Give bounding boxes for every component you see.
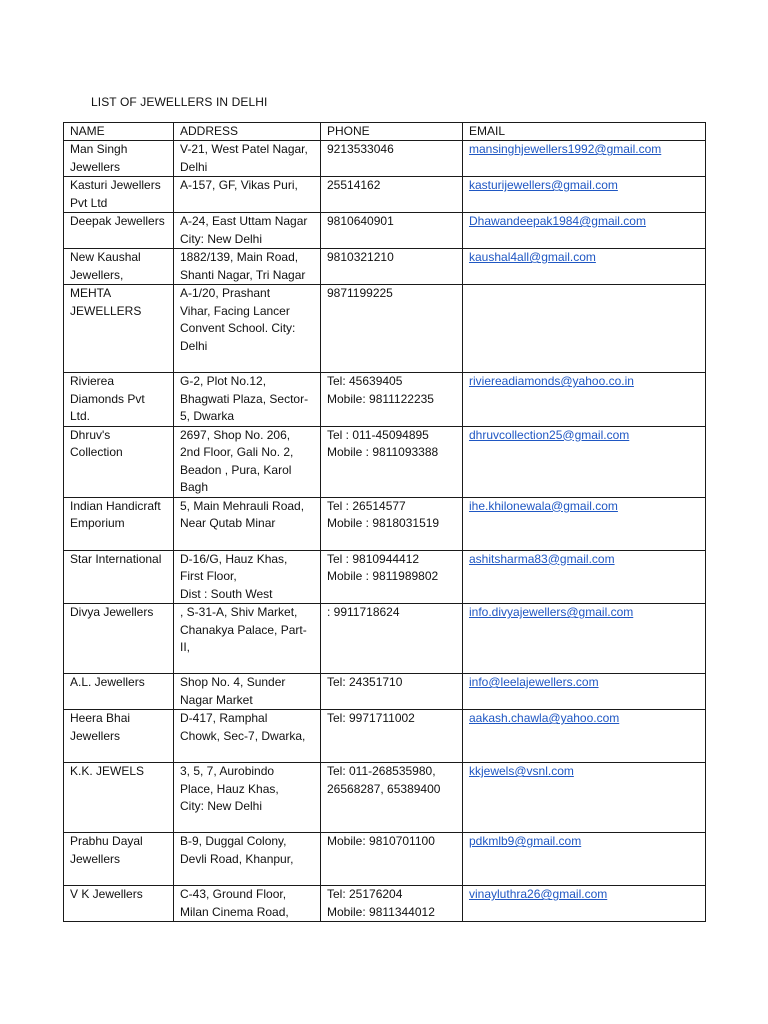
table-row bbox=[64, 833, 706, 886]
cell-name: Kasturi Jewellers Pvt Ltd bbox=[64, 177, 174, 213]
cell-phone: 25514162 bbox=[321, 177, 463, 213]
cell-phone: Tel : 9810944412 Mobile : 9811989802 bbox=[321, 550, 463, 604]
cell-name: V K Jewellers bbox=[64, 886, 174, 922]
table-row bbox=[64, 213, 706, 249]
document-title: LIST OF JEWELLERS IN DELHI bbox=[91, 95, 268, 109]
table-row bbox=[64, 177, 706, 213]
table-row bbox=[64, 141, 706, 177]
cell-name: Dhruv's Collection bbox=[64, 426, 174, 497]
cell-address: D-417, Ramphal Chowk, Sec-7, Dwarka, bbox=[174, 710, 321, 763]
cell-address: A-157, GF, Vikas Puri, bbox=[174, 177, 321, 213]
email-link[interactable]: dhruvcollection25@gmail.com bbox=[469, 427, 630, 442]
table-row bbox=[64, 886, 706, 922]
cell-email bbox=[463, 177, 706, 213]
email-link[interactable]: mansinghjewellers1992@gmail.com bbox=[469, 142, 662, 156]
cell-address: C-43, Ground Floor, Milan Cinema Road, bbox=[174, 886, 321, 922]
cell-email bbox=[463, 426, 706, 497]
cell-phone: Tel: 25176204 Mobile: 9811344012 bbox=[321, 886, 463, 922]
cell-phone: 9213533046 bbox=[321, 141, 463, 177]
cell-name: A.L. Jewellers bbox=[64, 674, 174, 710]
cell-address: D-16/G, Hauz Khas, First Floor, Dist : South West bbox=[174, 550, 321, 604]
email-link[interactable]: riviereadiamonds@yahoo.co.in bbox=[469, 374, 634, 388]
cell-phone: Tel : 011-45094895 Mobile : 9811093388 bbox=[321, 426, 463, 497]
cell-name: K.K. JEWELS bbox=[64, 763, 174, 833]
cell-address: G-2, Plot No.12, Bhagwati Plaza, Sector- 5, Dwarka bbox=[174, 373, 321, 427]
table-row bbox=[64, 604, 706, 674]
cell-address: A-1/20, Prashant Vihar, Facing Lancer Convent School. City: Delhi bbox=[174, 285, 321, 373]
cell-name: Rivierea Diamonds Pvt Ltd. bbox=[64, 373, 174, 427]
cell-address: B-9, Duggal Colony, Devli Road, Khanpur, bbox=[174, 833, 321, 886]
cell-phone: 9810640901 bbox=[321, 213, 463, 249]
jewellers-table bbox=[63, 122, 706, 922]
cell-name: Deepak Jewellers bbox=[64, 213, 174, 249]
cell-email bbox=[463, 285, 706, 373]
cell-name: Prabhu Dayal Jewellers bbox=[64, 833, 174, 886]
cell-name: Indian Handicraft Emporium bbox=[64, 497, 174, 550]
cell-phone: Tel: 011-268535980, 26568287, 65389400 bbox=[321, 763, 463, 833]
email-link[interactable]: aakash.chawla@yahoo.com bbox=[469, 711, 620, 725]
cell-email bbox=[463, 141, 706, 177]
cell-address: 2697, Shop No. 206, 2nd Floor, Gali No. 2, Beadon , Pura, Karol Bagh bbox=[174, 426, 321, 497]
cell-phone: Tel: 9971711002 bbox=[321, 710, 463, 763]
table-header-row bbox=[64, 123, 706, 141]
email-link[interactable]: ihe.khilonewala@gmail.com bbox=[469, 498, 618, 513]
cell-name: MEHTA JEWELLERS bbox=[64, 285, 174, 373]
table-row bbox=[64, 249, 706, 285]
email-link[interactable]: info@leelajewellers.com bbox=[469, 675, 599, 689]
email-link[interactable]: kasturijewellers@gmail.com bbox=[469, 178, 618, 192]
cell-email bbox=[463, 710, 706, 763]
cell-email bbox=[463, 604, 706, 674]
cell-address: 3, 5, 7, Aurobindo Place, Hauz Khas, City: New Delhi bbox=[174, 763, 321, 833]
cell-name: Man Singh Jewellers bbox=[64, 141, 174, 177]
cell-phone: Mobile: 9810701100 bbox=[321, 833, 463, 886]
table-row bbox=[64, 674, 706, 710]
email-link[interactable]: kaushal4all@gmail.com bbox=[469, 250, 596, 264]
table-row bbox=[64, 426, 706, 497]
cell-phone: 9871199225 bbox=[321, 285, 463, 373]
cell-phone: : 9911718624 bbox=[321, 604, 463, 674]
cell-address: , S-31-A, Shiv Market, Chanakya Palace, Part- II, bbox=[174, 604, 321, 674]
cell-name: Star International bbox=[64, 550, 174, 604]
table-row bbox=[64, 763, 706, 833]
cell-email bbox=[463, 763, 706, 833]
cell-email bbox=[463, 833, 706, 886]
cell-phone: 9810321210 bbox=[321, 249, 463, 285]
cell-email bbox=[463, 213, 706, 249]
cell-name: Heera Bhai Jewellers bbox=[64, 710, 174, 763]
table-row bbox=[64, 285, 706, 373]
cell-address: 1882/139, Main Road, Shanti Nagar, Tri Nagar bbox=[174, 249, 321, 285]
cell-phone: Tel : 26514577 Mobile : 9818031519 bbox=[321, 497, 463, 550]
table-row bbox=[64, 710, 706, 763]
cell-email bbox=[463, 886, 706, 922]
email-link[interactable]: vinayluthra26@gmail.com bbox=[469, 887, 608, 901]
cell-name: New Kaushal Jewellers, bbox=[64, 249, 174, 285]
header-name: NAME bbox=[64, 123, 174, 141]
email-link[interactable]: info.divyajewellers@gmail.com bbox=[469, 605, 634, 619]
cell-address: A-24, East Uttam Nagar City: New Delhi bbox=[174, 213, 321, 249]
cell-name: Divya Jewellers bbox=[64, 604, 174, 674]
cell-email bbox=[463, 373, 706, 427]
table-row bbox=[64, 550, 706, 604]
header-address: ADDRESS bbox=[174, 123, 321, 141]
email-link[interactable]: ashitsharma83@gmail.com bbox=[469, 551, 615, 566]
email-link[interactable]: kkjewels@vsnl.com bbox=[469, 764, 574, 778]
cell-email bbox=[463, 249, 706, 285]
cell-email bbox=[463, 550, 706, 604]
cell-email bbox=[463, 497, 706, 550]
cell-phone: Tel: 45639405 Mobile: 9811122235 bbox=[321, 373, 463, 427]
header-phone: PHONE bbox=[321, 123, 463, 141]
table-row bbox=[64, 497, 706, 550]
email-link[interactable]: Dhawandeepak1984@gmail.com bbox=[469, 214, 646, 228]
cell-address: 5, Main Mehrauli Road, Near Qutab Minar bbox=[174, 497, 321, 550]
cell-email bbox=[463, 674, 706, 710]
table-row bbox=[64, 373, 706, 427]
cell-address: V-21, West Patel Nagar, Delhi bbox=[174, 141, 321, 177]
header-email: EMAIL bbox=[463, 123, 706, 141]
email-link[interactable]: pdkmlb9@gmail.com bbox=[469, 834, 582, 848]
cell-phone: Tel: 24351710 bbox=[321, 674, 463, 710]
cell-address: Shop No. 4, Sunder Nagar Market bbox=[174, 674, 321, 710]
